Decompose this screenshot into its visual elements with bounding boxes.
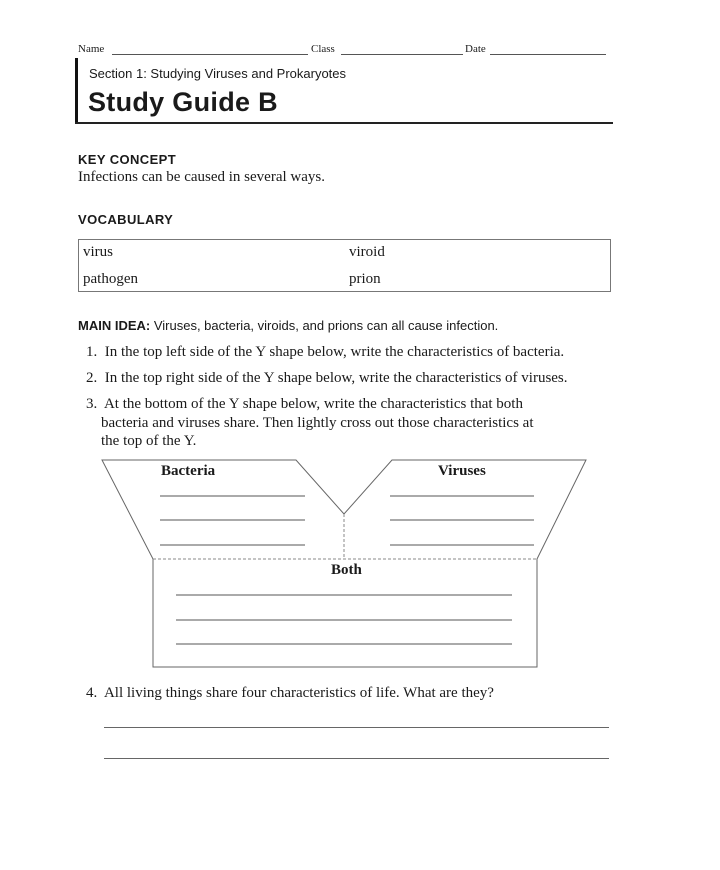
question-3: 3. At the bottom of the Y shape below, write the characteristics that both bacteria and viruses share. Then lightly cross out those characteristics at the top of the Y. bbox=[86, 396, 534, 449]
key-concept-text: Infections can be caused in several ways. bbox=[78, 169, 325, 185]
q4-answer-line[interactable] bbox=[104, 727, 609, 728]
bacteria-label: Bacteria bbox=[161, 463, 216, 479]
vocab-word: viroid bbox=[349, 244, 385, 260]
page-title: Study Guide B bbox=[88, 87, 278, 117]
both-label: Both bbox=[331, 562, 362, 578]
date-label: Date bbox=[465, 43, 486, 55]
section-title: Section 1: Studying Viruses and Prokaryotes bbox=[89, 66, 347, 81]
vocabulary-heading: VOCABULARY bbox=[78, 212, 174, 227]
main-idea-text: Viruses, bacteria, viroids, and prions can all cause infection. bbox=[153, 318, 499, 333]
q4-answer-line[interactable] bbox=[104, 758, 609, 759]
name-label: Name bbox=[78, 43, 105, 55]
key-concept-heading: KEY CONCEPT bbox=[78, 152, 177, 167]
vocab-word: prion bbox=[349, 271, 381, 287]
viruses-label: Viruses bbox=[438, 463, 486, 479]
main-idea-label: MAIN IDEA: bbox=[78, 318, 151, 333]
class-label: Class bbox=[311, 43, 335, 55]
question-2: 2. In the top right side of the Y shape below, write the characteristics of viruses. bbox=[86, 370, 568, 386]
question-1: 1. In the top left side of the Y shape below, write the characteristics of bacteria. bbox=[86, 344, 565, 360]
question-4: 4. All living things share four characteristics of life. What are they? bbox=[86, 685, 494, 701]
vocab-word: virus bbox=[83, 244, 113, 260]
vocab-word: pathogen bbox=[83, 271, 138, 287]
